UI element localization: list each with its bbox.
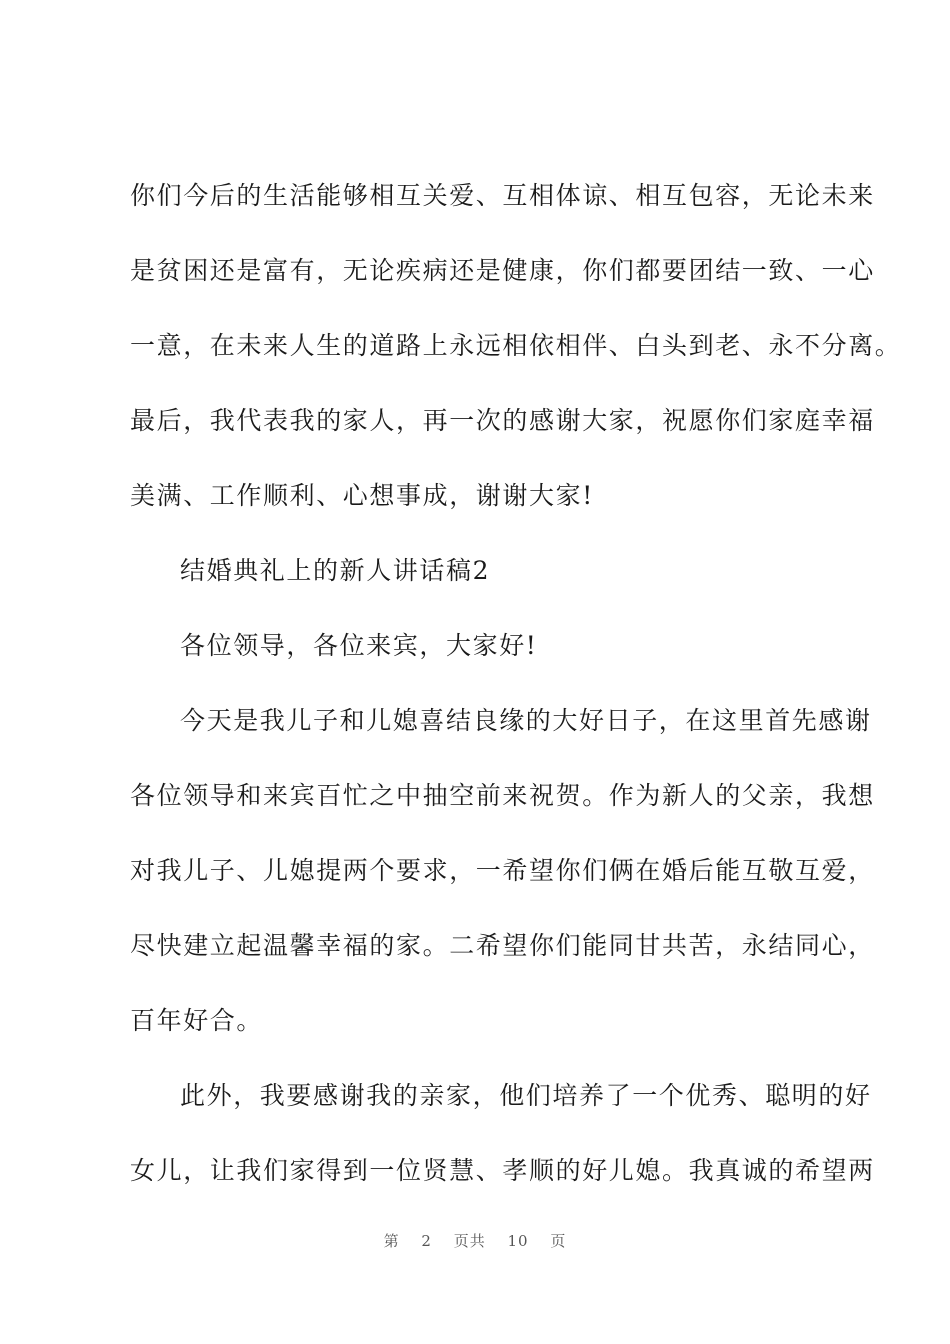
footer-prefix: 第 <box>383 1232 400 1250</box>
total-pages-number: 10 <box>507 1232 529 1250</box>
salutation: 各位领导，各位来宾，大家好! <box>180 631 538 660</box>
text-line: 对我儿子、儿媳提两个要求，一希望你们俩在婚后能互敬互爱， <box>130 856 875 885</box>
text-line: 最后，我代表我的家人，再一次的感谢大家，祝愿你们家庭幸福 <box>130 406 875 435</box>
text-line: 各位领导和来宾百忙之中抽空前来祝贺。作为新人的父亲，我想 <box>130 781 875 810</box>
current-page-number: 2 <box>421 1232 432 1250</box>
text-line: 你们今后的生活能够相互关爱、互相体谅、相互包容，无论未来 <box>130 181 875 210</box>
footer-middle: 页共 <box>453 1232 486 1250</box>
text-line: 一意，在未来人生的道路上永远相依相伴、白头到老、永不分离。 <box>130 331 902 360</box>
page-footer <box>0 1230 950 1251</box>
text-line: 今天是我儿子和儿媳喜结良缘的大好日子，在这里首先感谢 <box>180 706 872 735</box>
text-line: 女儿，让我们家得到一位贤慧、孝顺的好儿媳。我真诚的希望两 <box>130 1156 875 1185</box>
text-line: 尽快建立起温馨幸福的家。二希望你们能同甘共苦，永结同心， <box>130 931 875 960</box>
text-line: 是贫困还是富有，无论疾病还是健康，你们都要团结一致、一心 <box>130 256 875 285</box>
text-line: 美满、工作顺利、心想事成，谢谢大家! <box>130 481 594 510</box>
section-heading: 结婚典礼上的新人讲话稿2 <box>180 556 491 585</box>
text-line: 此外，我要感谢我的亲家，他们培养了一个优秀、聪明的好 <box>180 1081 872 1110</box>
footer-suffix: 页 <box>550 1232 567 1250</box>
text-line: 百年好合。 <box>130 1006 264 1035</box>
